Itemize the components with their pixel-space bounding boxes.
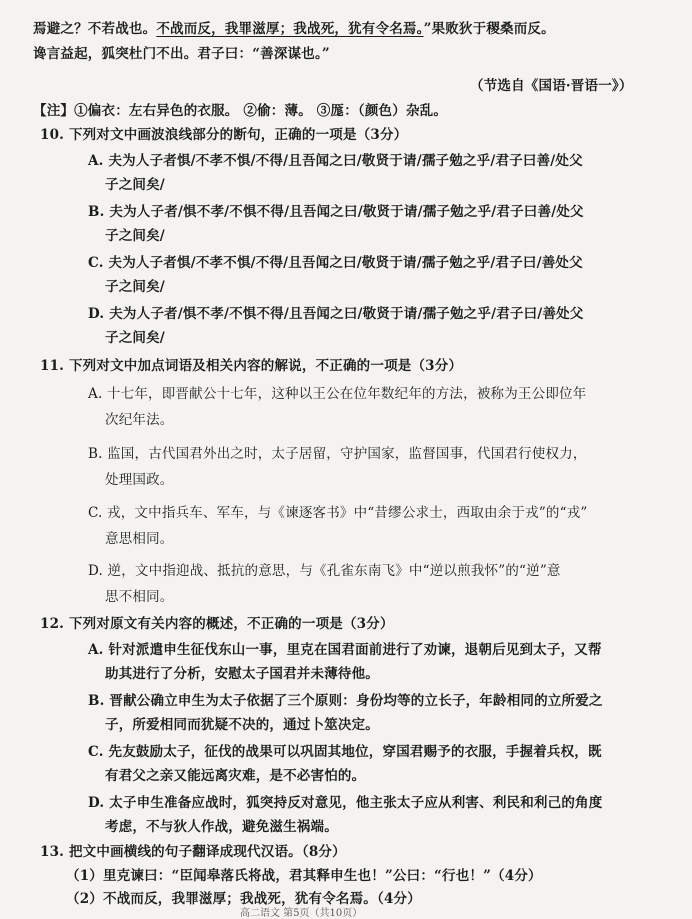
q12-option-d: D. 太子申生准备应战时，狐突持反对意见，他主张太子应从利害、利民和利己的角度 [88,795,603,811]
passage-line-2: 谗言益起，狐突杜门不出。君子曰：“善深谋也。” [33,46,330,62]
passage-source: （节选自《国语·晋语一》） [470,78,633,94]
q10-option-d: D. 夫为人子者/惧不孝/不惧不得/且吾闻之曰/敬贤于请/孺子勉之乎/君子曰/善处父 [88,306,584,322]
q11-option-c-cont: 意思相同。 [105,531,174,547]
page-footer: 高二语文 第5页（共10页） [240,908,363,919]
q11-stem: 11. 下列对文中加点词语及相关内容的解说，不正确的一项是（3分） [40,358,463,374]
q11-option-a-cont: 次纪年法。 [105,412,174,428]
q10-stem: 10. 下列对文中画波浪线部分的断句，正确的一项是（3分） [40,127,408,143]
q10-option-c: C. 夫为人子者惧/不孝不惧/不得/且吾闻之曰/敬贤于请/孺子勉之乎/君子曰/善处父 [88,255,583,271]
q11-option-c: C. 戎，文中指兵车、军车，与《谏逐客书》中“昔缪公求士，西取由余于戎”的“戎” [88,505,588,521]
q10-option-b: B. 夫为人子者/惧不孝/不惧不得/且吾闻之曰/敬贤于请/孺子勉之乎/君子曰善/处父 [88,204,584,220]
q11-option-a: A. 十七年，即晋献公十七年，这种以王公在位年数纪年的方法，被称为王公即位年 [88,386,587,402]
q12-option-b: B. 晋献公确立申生为太子依据了三个原则：身份均等的立长子，年龄相同的立所爱之 [88,693,603,709]
q12-option-a-cont: 助其进行了分析，安慰太子国君并未薄待他。 [105,666,379,682]
q11-option-d-cont: 思不相同。 [105,589,174,605]
q12-option-c-cont: 有君父之亲又能远离灾难，是不必害怕的。 [105,768,366,784]
q12-option-b-cont: 子，所爱相同而犹疑不决的，通过卜筮决定。 [105,717,379,733]
q11-option-b-cont: 处理国政。 [105,472,174,488]
q11-option-b: B. 监国，古代国君外出之时，太子居留，守护国家，监督国事，代国君行使权力， [88,446,587,462]
q12-option-c: C. 先友鼓励太子，征伐的战果可以巩固其地位，穿国君赐予的衣服，手握着兵权，既 [88,744,602,760]
notes: 【注】①偏衣：左右异色的衣服。 ②偷：薄。 ③厖：（颜色）杂乱。 [33,103,448,119]
q12-option-a: A. 针对派遣申生征伐东山一事，里克在国君面前进行了劝谏，退朝后见到太子，又帮 [88,642,602,658]
q10-option-b-cont: 子之间矣/ [105,228,165,244]
passage-line-1 [33,20,555,38]
q12-option-d-cont: 考虑，不与狄人作战，避免滋生祸端。 [105,819,338,835]
q13-sentence-2: （2）不战而反，我罪滋厚；我战死，犹有令名焉。（4分） [66,891,421,907]
q10-option-c-cont: 子之间矣/ [105,279,165,295]
passage-line-1-start: 焉避之？不若战也。 [33,21,157,37]
q12-stem: 12. 下列对原文有关内容的概述，不正确的一项是（3分） [40,616,394,632]
q13-sentence-1: （1）里克谏曰：“臣闻皋落氏将战，君其释申生也！”公曰：“行也！”（4分） [66,868,542,884]
q10-option-d-cont: 子之间矣/ [105,330,165,346]
passage-line-1-end: ”果败狄于稷桑而反。 [423,21,555,37]
q10-option-a: A. 夫为人子者惧/不孝不惧/不得/且吾闻之曰/敬贤于请/孺子勉之乎/君子曰善/处父 [88,153,583,169]
underlined-sentence: 不战而反，我罪滋厚；我战死，犹有令名焉。 [156,21,424,37]
q11-option-d: D. 逆，文中指迎战、抵抗的意思，与《孔雀东南飞》中“逆以煎我怀”的“逆”意 [88,563,561,579]
q13-stem: 13. 把文中画横线的句子翻译成现代汉语。（8分） [40,844,346,860]
q10-option-a-cont: 子之间矣/ [105,177,165,193]
